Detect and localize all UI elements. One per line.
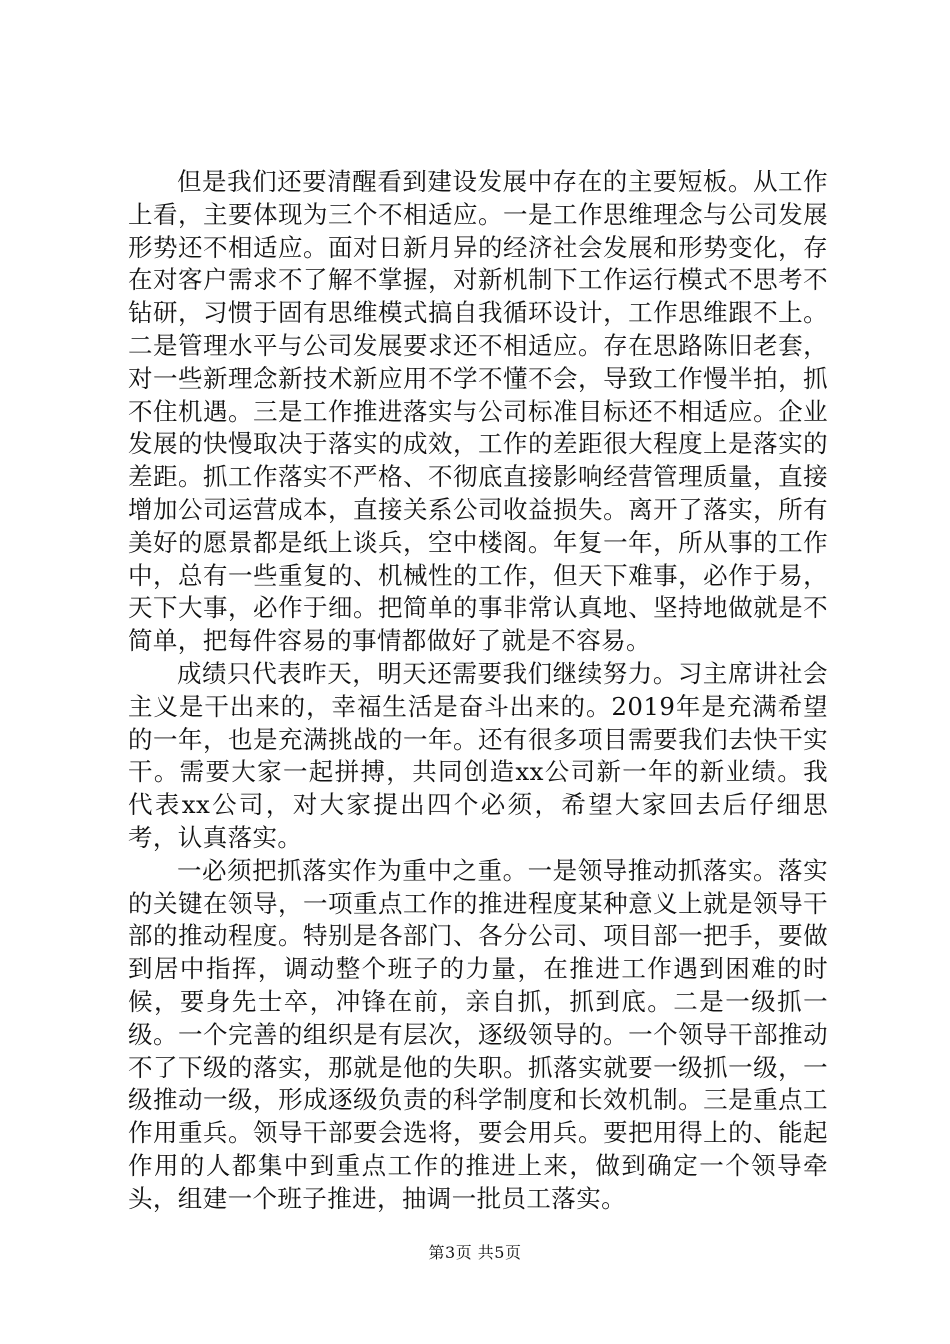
paragraph-implementation: 一必须把抓落实作为重中之重。一是领导推动抓落实。落实的关键在领导，一项重点工作的推进程度某种意义上就是领导干部的推动程度。特别是各部门、各分公司、项目部一把手，要做到居中指挥，调动整个班子的力量，在推进工作遇到困难的时候，要身先士卒，冲锋在前，亲自抓，抓到底。二是一级抓一级。一个完善的组织是有层次，逐级领导的。一个领导干部推动不了下级的落实，那就是他的失职。抓落实就要一级抓一级，一级推动一级，形成逐级负责的科学制度和长效机制。三是重点工作用重兵。领导干部要会选将，要会用兵。要把用得上的、能起作用的人都集中到重点工作的推进上来，做到确定一个领导牵头，组建一个班子推进，抽调一批员工落实。	[128, 855, 828, 1213]
paragraph-achievements: 成绩只代表昨天，明天还需要我们继续努力。习主席讲社会主义是干出来的，幸福生活是奋斗出来的。2019年是充满希望的一年，也是充满挑战的一年。还有很多项目需要我们去快干实干。需要大家一起拼搏，共同创造xx公司新一年的新业绩。我代表xx公司，对大家提出四个必须，希望大家回去后仔细思考，认真落实。	[128, 658, 828, 852]
document-body	[128, 166, 828, 1216]
page-number-footer: 第3页 共5页	[428, 1243, 522, 1262]
paragraph-shortcomings: 但是我们还要清醒看到建设发展中存在的主要短板。从工作上看，主要体现为三个不相适应。一是工作思维理念与公司发展形势还不相适应。面对日新月异的经济社会发展和形势变化，存在对客户需求不了解不掌握，对新机制下工作运行模式不思考不钻研，习惯于固有思维模式搞自我循环设计，工作思维跟不上。二是管理水平与公司发展要求还不相适应。存在思路陈旧老套，对一些新理念新技术新应用不学不懂不会，导致工作慢半拍，抓不住机遇。三是工作推进落实与公司标准目标还不相适应。企业发展的快慢取决于落实的成效，工作的差距很大程度上是落实的差距。抓工作落实不严格、不彻底直接影响经营管理质量，直接增加公司运营成本，直接关系公司收益损失。离开了落实，所有美好的愿景都是纸上谈兵，空中楼阁。年复一年，所从事的工作中，总有一些重复的、机械性的工作，但天下难事，必作于易，天下大事，必作于细。把简单的事非常认真地、坚持地做就是不简单，把每件容易的事情都做好了就是不容易。	[128, 167, 828, 656]
